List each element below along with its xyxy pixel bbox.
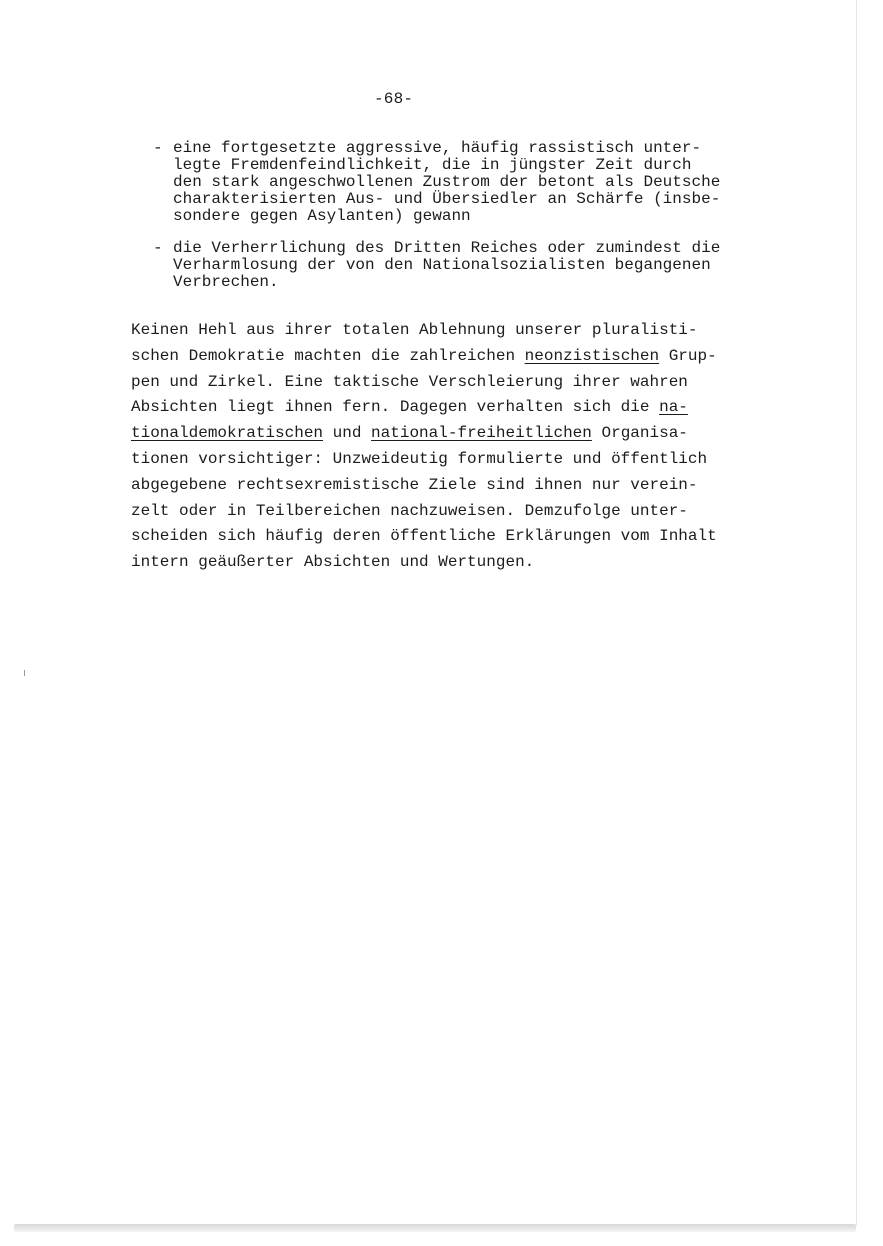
body-paragraph [131,318,811,576]
bullet-item [153,240,793,291]
scan-speck [24,670,25,676]
bullet-line: den stark angeschwollenen Zustrom der betont als Deutsche [173,173,721,191]
bullet-line: Verharmlosung der von den Nationalsozialisten begangenen [173,256,711,274]
paragraph-line: tionen vorsichtiger: Unzweideutig formulierte und öffentlich [131,449,708,468]
paragraph-text: Organisa- [591,424,688,443]
bullet-line: sondere gegen Asylanten) gewann [173,207,471,225]
underlined-term-nationaldemokratischen: tionaldemokratischen [131,424,324,443]
paragraph-line: intern geäußerter Absichten und Wertungen. [131,553,535,572]
page-number: -68- [374,90,414,108]
paragraph-line: Keinen Hehl aus ihrer totalen Ablehnung unserer pluralisti- [131,321,698,339]
paragraph-text: und [323,424,372,443]
paragraph-line: abgegebene rechtsexremistische Ziele sind ihnen nur verein- [131,475,698,494]
paragraph-line: pen und Zirkel. Eine taktische Verschleierung ihrer wahren [131,372,688,391]
paragraph-line [131,421,811,447]
underlined-term-national-freiheitlichen: national-freiheitlichen [371,424,592,443]
paragraph-text: Absichten liegt ihnen fern. Dagegen verhalten sich die [131,398,660,417]
bullet-line: eine fortgesetzte aggressive, häufig rassistisch unter- [173,139,702,157]
bullet-line: charakterisierten Aus- und Übersiedler an Schärfe (insbe- [173,190,721,208]
page-bottom-shadow [14,1224,856,1232]
bullet-dash: - [153,239,163,257]
underlined-term-na: na- [659,398,688,417]
bullet-line: Verbrechen. [173,273,279,291]
paragraph-line: zelt oder in Teilbereichen nachzuweisen. Demzufolge unter- [131,501,688,520]
paragraph-text: Grup- [659,346,717,365]
bullet-dash: - [153,139,163,157]
bullet-line: legte Fremdenfeindlichkeit, die in jüngster Zeit durch [173,156,692,174]
underlined-term-neonzistischen: neonzistischen [524,346,660,365]
paragraph-line [131,395,811,421]
bullet-line: die Verherrlichung des Dritten Reiches oder zumindest die [173,239,721,257]
bullet-item [153,140,793,225]
paragraph-line [131,344,811,370]
paragraph-text: schen Demokratie machten die zahlreichen [131,346,525,365]
paragraph-line: scheiden sich häufig deren öffentliche Erklärungen vom Inhalt [131,527,717,546]
bullet-list [153,140,793,306]
